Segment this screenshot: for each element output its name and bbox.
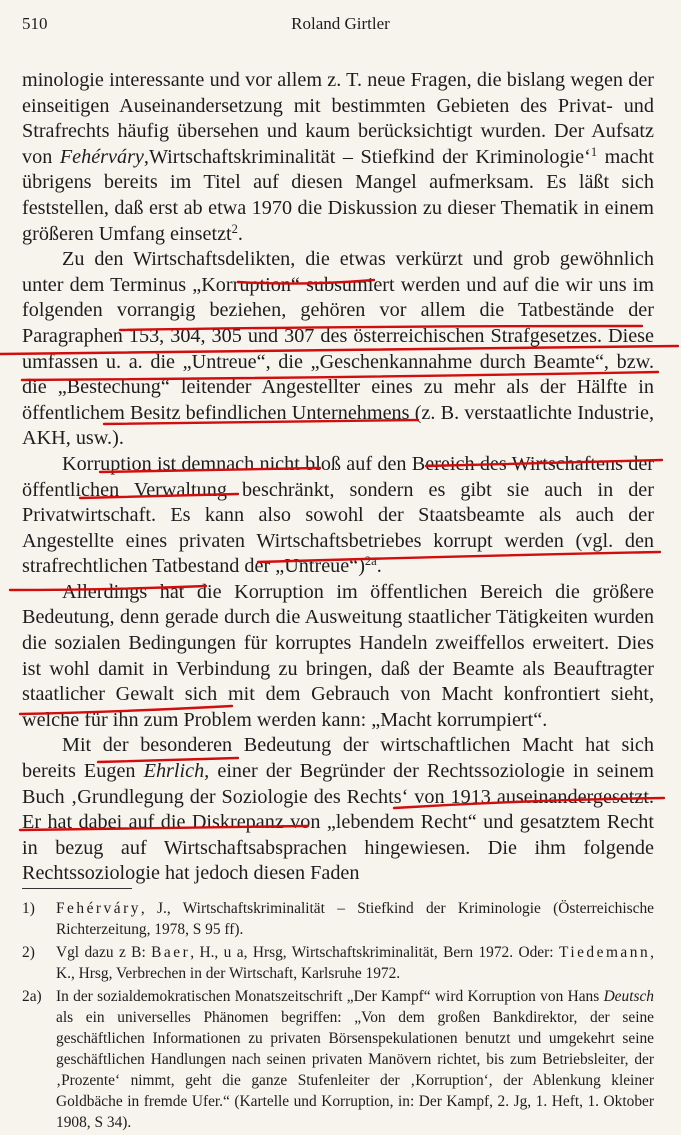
footnote-ref-1[interactable]: 1 <box>590 144 598 159</box>
footnote-2a: 2a) In der sozialdemokratischen Monatszeitschrift „Der Kampf“ wird Korruption von Hans Deutsch als ein universelles Phänomen begriffen: „Von dem großen Bankdirektor, der seine geschäftlichen Informationen zu privaten Börsenspekulationen benutzt und umgekehrt seine geschäftlichen Handlungen nach seinen privaten Manövern richtet, bis zum Betriebsleiter, der ‚Prozente‘ nimmt, geht die ganze Stufenleiter der ‚Korruption‘, der Ablenkung kleiner Goldbäche in fremde Ufer.“ (Kartelle und Korruption, in: Der Kampf, 2. Jg, 1. Heft, 1. Oktober 1908, S 34). <box>22 988 654 1131</box>
running-head-author: Roland Girtler <box>291 14 390 33</box>
footnote-mark: 2a) <box>22 988 42 1005</box>
cited-name: Ehrlich, <box>143 760 210 783</box>
paragraph-4: Allerdings hat die Korruption im öffentlichen Bereich die größere Bedeutung, denn gerade durch die Ausweitung staatlicher Tätigkeiten wurden die sozialen Bedingungen für korruptes Handeln zweiffellos erweitert. Dies ist wohl damit in Verbindung zu bringen, daß der Beamte als Beauftragter staatlicher Gewalt sich mit dem Gebrauch von Macht konfrontiert sieht, welche für ihn zum Problem werden kann: „Macht korrumpiert“. <box>22 580 654 731</box>
footnote-author: Baer <box>151 944 191 961</box>
footnote-1: 1) Fehérváry, J., Wirtschaftskriminalität – Stiefkind der Kriminologie (Österreichische Richterzeitung, 1978, S 95 ff). <box>22 900 654 938</box>
footnote-separator <box>22 888 132 889</box>
paragraph-3: Korruption ist demnach nicht bloß auf den Bereich des Wirtschaftens der öffentlichen Verwaltung beschränkt, sondern es gibt sie auch in der Privatwirtschaft. Es kann also sowohl der Staatsbeamte als auch der Angestellte eines privaten Wirtschaftsbetriebes korrupt werden (vgl. den strafrechtlichen Tatbestand der „Untreue“)$^{2a}$. <box>22 452 654 578</box>
footnote-author: Deutsch <box>603 988 654 1005</box>
main-text <box>22 68 654 887</box>
author-name: Fehérváry <box>59 145 144 168</box>
paragraph-5: Mit der besonderen Bedeutung der wirtschaftlichen Macht hat sich bereits Eugen Ehrlich, einer der Begründer der Rechtssoziologie in seinem Buch ‚Grundlegung der Soziologie des Rechts‘ von 1913 auseinandergesetzt. Er hat dabei auf die Diskrepanz von „lebendem Recht“ und gesatztem Recht in bezug auf Wirtschaftsabsprachen hingewiesen. Die ihm folgende Rechtssoziologie hat jedoch diesen Faden <box>22 734 654 885</box>
footnote-ref-2a[interactable]: 2a <box>364 554 377 569</box>
paragraph-1: minologie interessante und vor allem z. T. neue Fragen, die bislang wegen der einseitigen Auseinandersetzung mit bestimmten Gebieten des Privat- und Strafrechts häufig übersehen und kaum berücksichtigt wurden. Der Aufsatz von Fehérváry,Wirtschaftskriminalität – Stiefkind der Kriminologie‘$^1$ macht übrigens bereits im Titel auf diesen Mangel aufmerksam. Es läßt sich feststellen, daß erst ab etwa 1970 die Diskussion zu dieser Thematik in einem größeren Umfang einsetzt$^2$. <box>22 69 654 245</box>
footnote-2: 2) Vgl dazu z B: Baer, H., u a, Hrsg, Wirtschaftskriminalität, Bern 1972. Oder: Tiedemann, K., Hrsg, Verbrechen in der Wirtschaft, Karlsruhe 1972. <box>22 944 654 982</box>
footnote-ref-2[interactable]: 2 <box>231 221 238 236</box>
footnote-mark: 1) <box>22 900 35 917</box>
footnotes <box>22 898 654 1135</box>
paragraph-2: Zu den Wirtschaftsdelikten, die etwas verkürzt und grob gewöhnlich unter dem Terminus „Korruption“ subsumiert werden und auf die wir uns im folgenden vorrangig beziehen, gehören vor allem die Tatbestände der Paragraphen 153, 304, 305 und 307 des österreichischen Strafgesetzes. Diese umfassen u. a. die „Untreue“, die „Geschenkannahme durch Beamte“, bzw. die „Bestechung“ leitender Angestellter eines zu mehr als der Hälfte in öffentlichem Besitz befindlichen Unternehmens (z. B. verstaatlichte Industrie, AKH, usw.). <box>22 248 654 450</box>
footnote-author: Fehérváry <box>56 900 141 917</box>
running-header <box>22 14 659 36</box>
footnote-mark: 2) <box>22 944 35 961</box>
footnote-author: Tiedemann <box>558 944 651 961</box>
page-number: 510 <box>22 14 48 33</box>
